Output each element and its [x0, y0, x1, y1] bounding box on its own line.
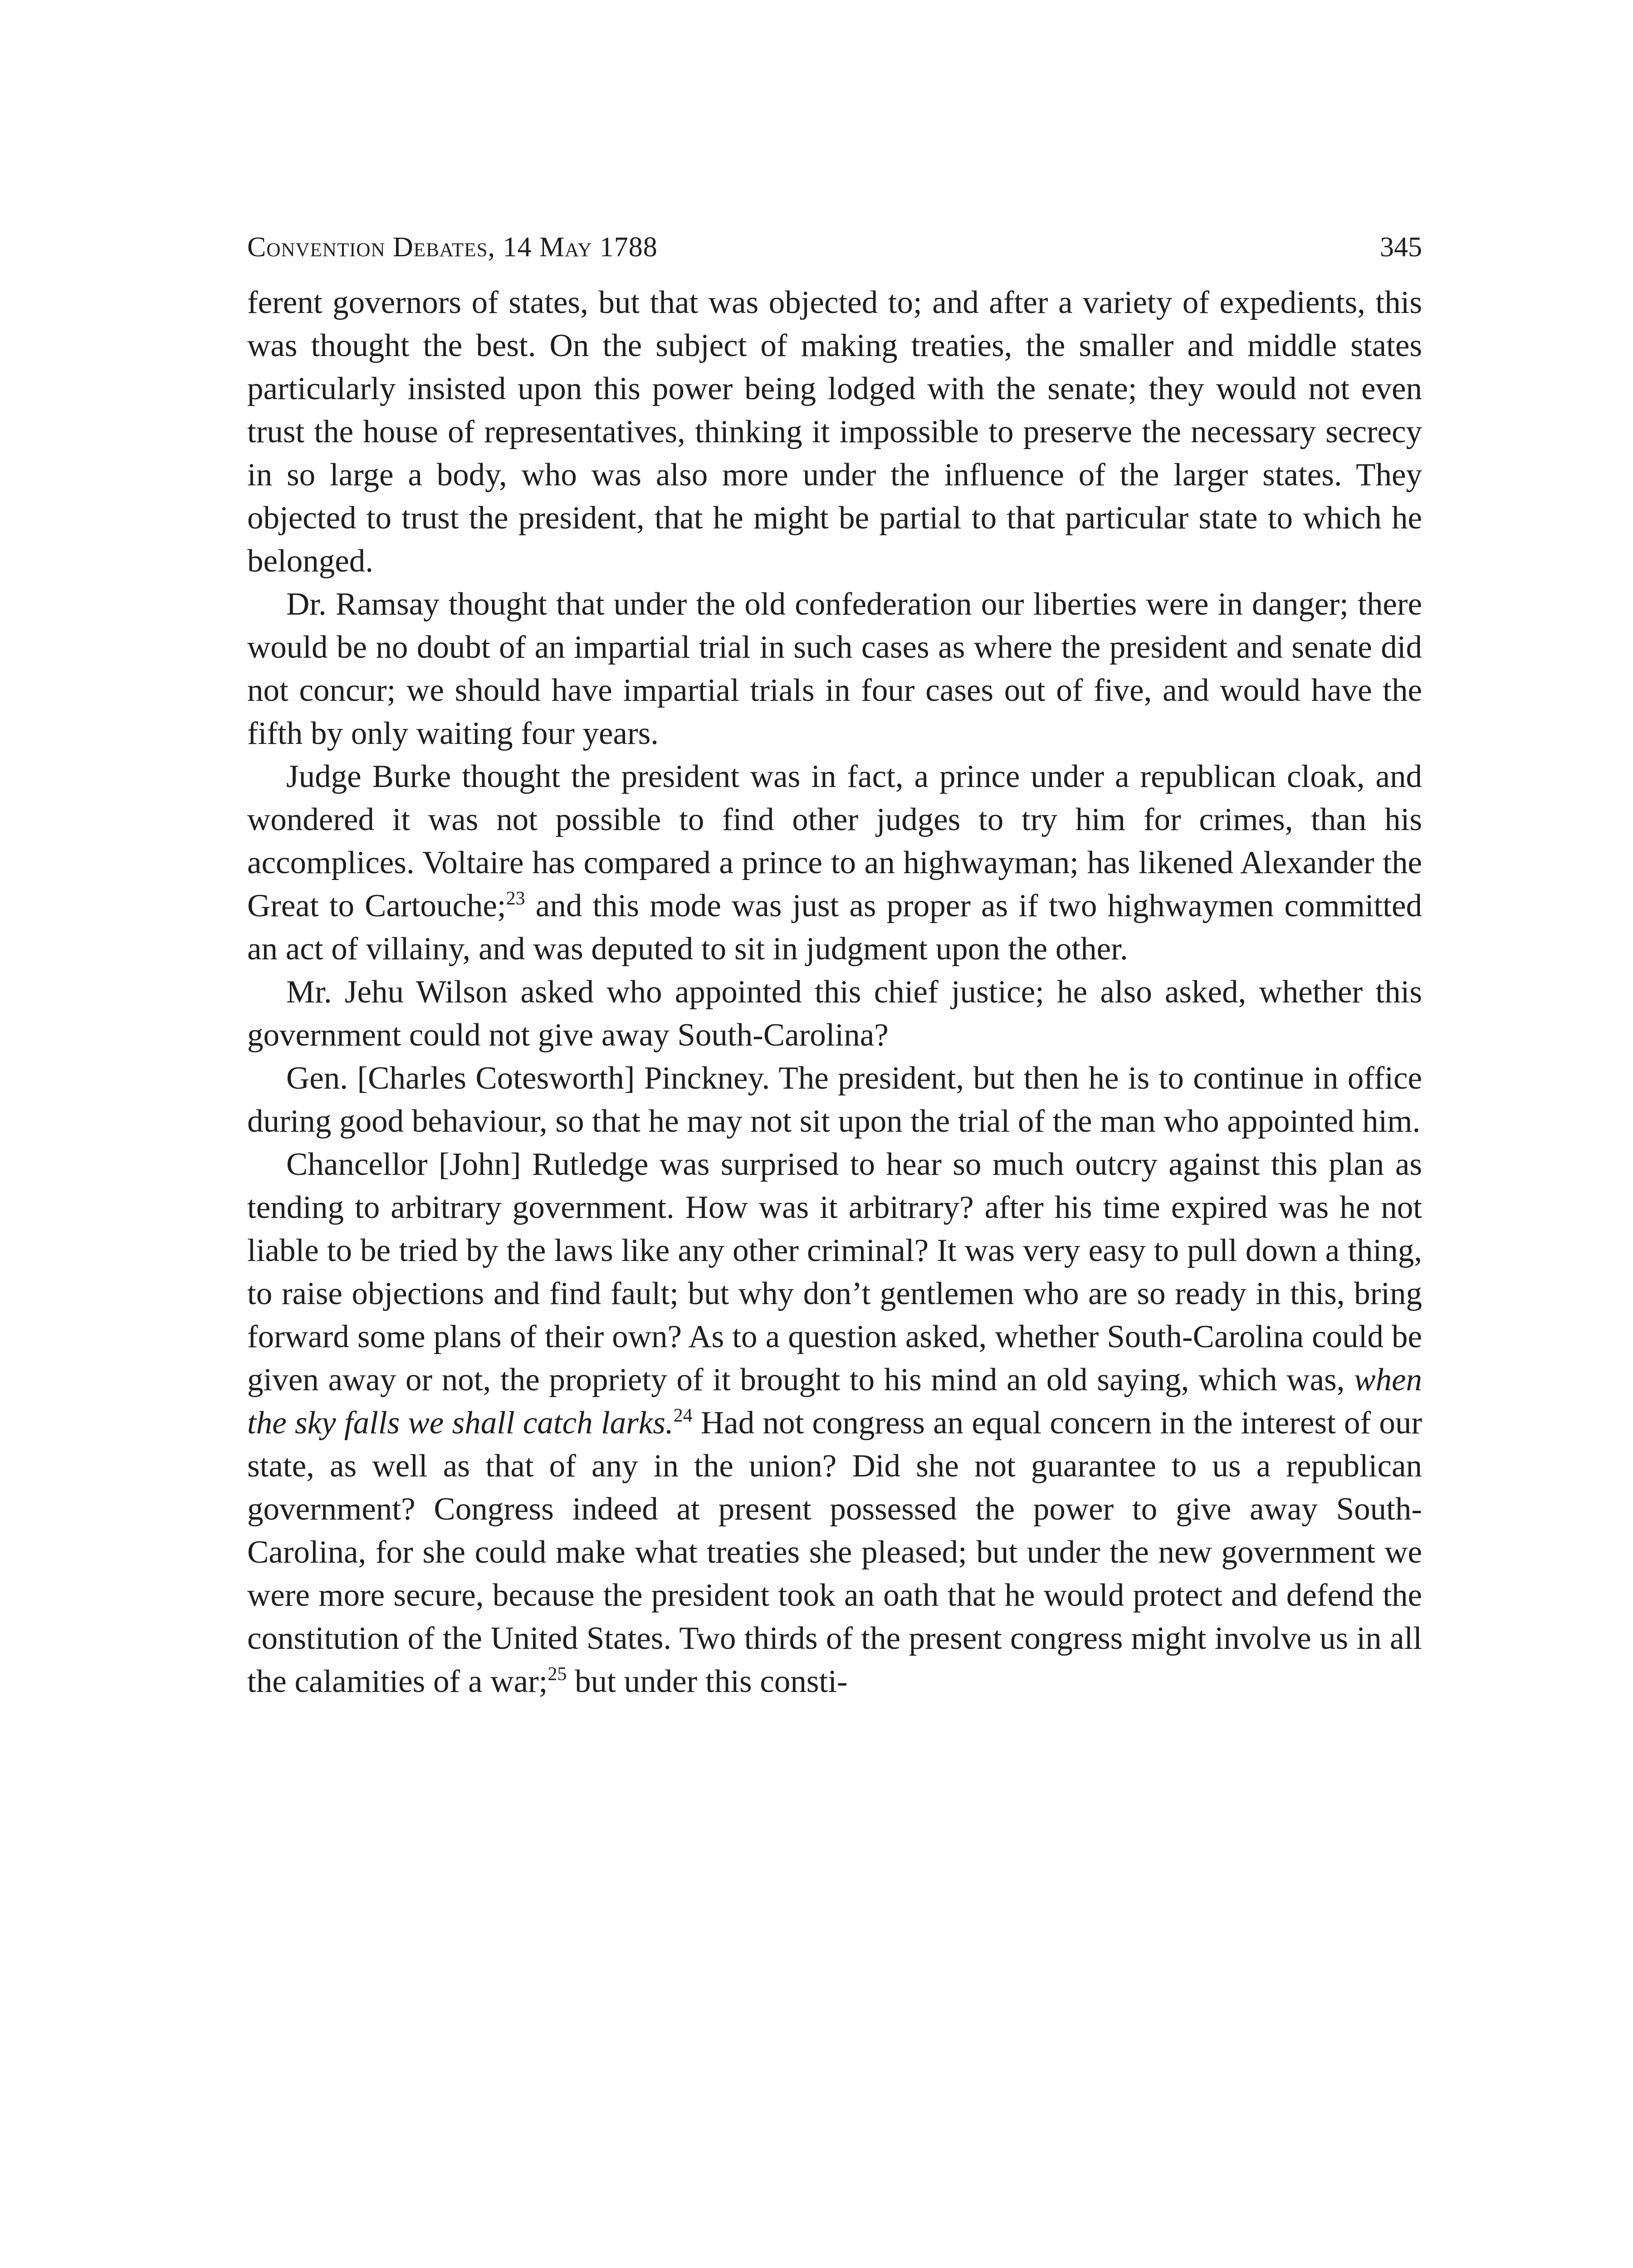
paragraph-3	[247, 755, 1422, 971]
paragraph-6-italic-saying: when the sky falls we shall catch larks.	[247, 1362, 1422, 1441]
paragraph-1: ferent governors of states, but that was objected to; and after a variety of expedients, this was thought the best. On the subject of making treaties, the smaller and middle states particularly insisted upon this power being lodged with the senate; they would not even trust the house of representatives, thinking it impossible to preserve the necessary secrecy in so large a body, who was also more under the influence of the larger states. They objected to trust the president, that he might be partial to that particular state to which he belonged.	[247, 285, 1422, 579]
running-head	[247, 222, 1422, 272]
paragraph-6-text-a: Chancellor [John] Rutledge was surprised to hear so much outcry against this plan as tending to arbitrary government. How was it arbitrary? after his time expired was he not liable to be tried by the laws like any other criminal? It was very easy to pull down a thing, to raise objections and find fault; but why don’t gentlemen who are so ready in this, bring forward some plans of their own? As to a question asked, whether South-Carolina could be given away or not, the propriety of it brought to his mind an old saying, which was,	[247, 1147, 1422, 1398]
page-number: 345	[1380, 232, 1422, 263]
document-page	[247, 222, 1422, 1703]
paragraph-3-text-a: Judge Burke thought the president was in fact, a prince under a republican cloak, and wondered it was not possible to find other judges to try him for crimes, than his accomplices. Voltaire has compared a prince to an highwayman; has likened Alexander the Great to Cartouche;	[247, 759, 1422, 924]
paragraph-4: Mr. Jehu Wilson asked who appointed this chief justice; he also asked, whether this government could not give away South-Carolina?	[247, 974, 1422, 1053]
paragraph-6-text-c: but under this consti-	[567, 1664, 848, 1699]
paragraph-5: Gen. [Charles Cotesworth] Pinckney. The president, but then he is to continue in office during good behaviour, so that he may not sit upon the trial of the man who appointed him.	[247, 1061, 1422, 1139]
footnote-ref-25: 25	[548, 1664, 567, 1685]
paragraph-2: Dr. Ramsay thought that under the old confederation our liberties were in danger; there would be no doubt of an impartial trial in such cases as where the president and senate did not concur; we should have impartial trials in four cases out of five, and would have the fifth by only waiting four years.	[247, 587, 1422, 751]
footnote-ref-24: 24	[673, 1405, 693, 1426]
running-head-title: Convention Debates, 14 May 1788	[247, 232, 658, 263]
paragraph-3-text-b: and this mode was just as proper as if two highwaymen committed an act of villainy, and was deputed to sit in judgment upon the other.	[247, 888, 1423, 967]
body-text	[247, 281, 1422, 1703]
paragraph-6-text-b: Had not congress an equal concern in the interest of our state, as well as that of any in the union? Did she not guarantee to us a republican government? Congress indeed at present possessed the power to give away South-Carolina, for she could make what treaties she pleased; but under the new government we were more secure, because the president took an oath that he would protect and defend the constitution of the United States. Two thirds of the present congress might involve us in all the calamities of a war;	[247, 1405, 1422, 1699]
footnote-ref-23: 23	[506, 888, 525, 909]
paragraph-6	[247, 1143, 1422, 1703]
